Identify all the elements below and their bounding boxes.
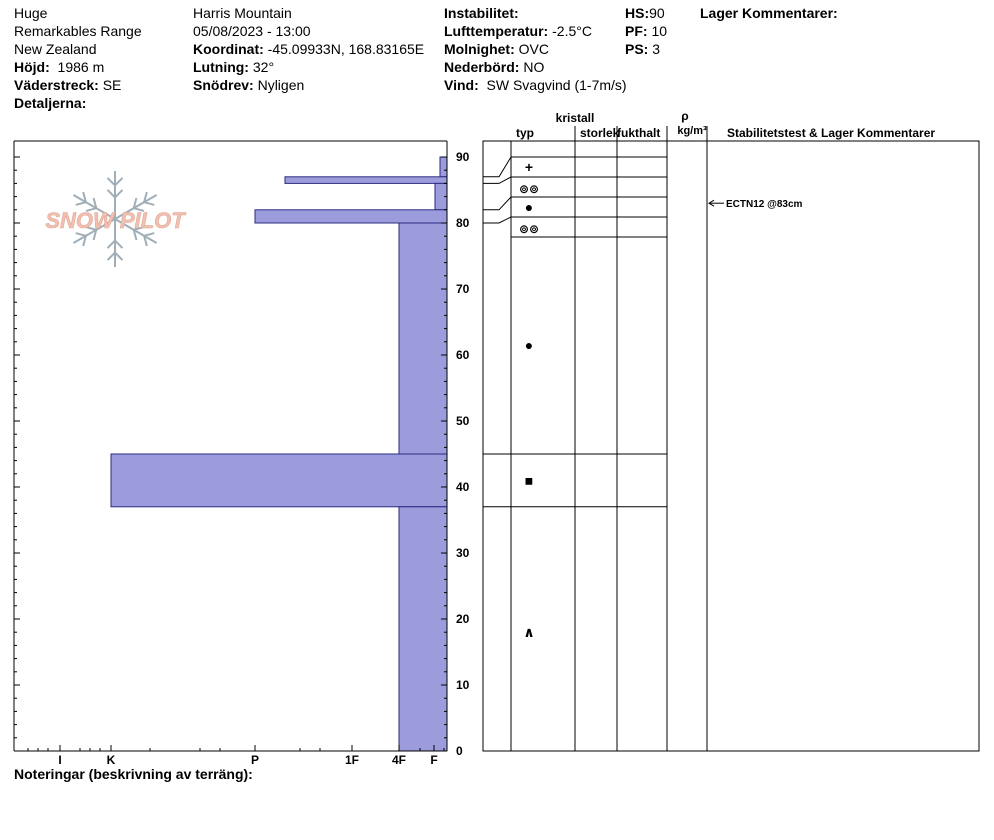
grain-symbol-4: ⊚⊚ — [518, 222, 540, 236]
header-typ: typ — [516, 126, 534, 140]
ski-penetration: PS: 3 — [625, 41, 661, 57]
grain-table — [483, 126, 979, 751]
y-tick-label: 80 — [456, 216, 470, 230]
snowflake-branch — [144, 233, 154, 236]
grain-symbol-6: ■ — [524, 472, 534, 489]
header-density-unit: kg/m³ — [677, 125, 707, 137]
stability-test-label-1: ECTN12 @83cm — [726, 199, 803, 211]
y-tick-label: 50 — [456, 414, 470, 428]
layer-connector-4 — [483, 217, 511, 223]
hardness-bar-7 — [399, 507, 447, 751]
logo-text: SNOW PILOT — [45, 208, 185, 233]
hardness-bars — [111, 157, 447, 751]
x-tick-label: 4F — [391, 753, 407, 767]
header-rho: ρ — [681, 109, 689, 123]
x-axis — [28, 745, 444, 767]
hardness-bar-2 — [285, 177, 447, 184]
grain-symbol-1: + — [524, 159, 534, 175]
header-stability: Stabilitetstest & Lager Kommentarer — [727, 126, 936, 140]
x-tick-label: K — [106, 753, 116, 767]
header-kristall: kristall — [555, 111, 595, 125]
y-tick-label: 90 — [456, 150, 470, 164]
y-tick-label: 60 — [456, 348, 470, 362]
grain-symbol-2: ⊚⊚ — [518, 182, 540, 196]
hardness-bar-1 — [440, 157, 447, 177]
layer-connector-1 — [483, 157, 511, 177]
grain-symbol-3: ● — [524, 199, 534, 215]
coordinates: Koordinat: -45.09933N, 168.83165E — [193, 41, 425, 57]
y-tick-label: 20 — [456, 612, 470, 626]
snowflake-branch — [76, 202, 86, 205]
x-tick-label: P — [250, 753, 260, 767]
wind: Vind: SW Svagvind (1-7m/s) — [444, 77, 627, 93]
snowflake-branch — [144, 202, 154, 205]
instability: Instabilitet: — [444, 5, 519, 21]
hardness-bar-6 — [111, 454, 447, 507]
snowflake-branch — [115, 178, 122, 185]
hardness-bar-4 — [255, 210, 447, 223]
layer-comments-label: Lager Kommentarer: — [700, 5, 838, 21]
header-fukthalt: fukthalt — [617, 126, 661, 140]
precipitation: Nederbörd: NO — [444, 59, 545, 75]
stability-tests — [709, 199, 803, 210]
location: Harris Mountain — [193, 5, 292, 21]
aspect: Väderstreck: SE — [14, 77, 122, 93]
layer-connector-2 — [483, 177, 511, 183]
snowflake-branch — [108, 178, 115, 185]
datetime: 05/08/2023 - 13:00 — [193, 23, 311, 39]
mountain-range: Remarkables Range — [14, 23, 142, 39]
details: Detaljerna: — [14, 95, 87, 111]
y-tick-label: 40 — [456, 480, 470, 494]
snowflake-branch — [115, 253, 122, 260]
y-tick-label: 30 — [456, 546, 470, 560]
snowflake-branch — [108, 190, 115, 197]
header-storlek: storlek — [580, 126, 620, 140]
slope: Lutning: 32° — [193, 59, 275, 75]
country: New Zealand — [14, 41, 97, 57]
terrain-notes-label: Noteringar (beskrivning av terräng): — [14, 766, 253, 782]
y-tick-label: 70 — [456, 282, 470, 296]
grain-symbol-7: ∧ — [523, 624, 535, 641]
snowflake-branch — [115, 241, 122, 248]
snowflake-branch — [108, 253, 115, 260]
foot-penetration: PF: 10 — [625, 23, 668, 39]
snow-drift: Snödrev: Nyligen — [193, 77, 305, 93]
layer-connector-3 — [483, 197, 511, 210]
snowflake-branch — [115, 190, 122, 197]
table-frame — [483, 141, 979, 751]
y-tick-label: 0 — [456, 744, 463, 758]
air-temperature: Lufttemperatur: -2.5°C — [444, 23, 592, 39]
grain-symbol-5: ● — [524, 337, 534, 354]
column-headers — [516, 109, 935, 140]
snow-height: HS:90 — [625, 5, 665, 21]
hardness-bar-5 — [399, 223, 447, 454]
sky-cover: Molnighet: OVC — [444, 41, 549, 57]
elevation: Höjd: 1986 m — [14, 59, 105, 75]
y-tick-label: 10 — [456, 678, 470, 692]
snowflake-branch — [108, 241, 115, 248]
x-tick-label: I — [58, 753, 62, 767]
x-tick-label: F — [430, 753, 438, 767]
x-tick-label: 1F — [344, 753, 360, 767]
snowpilot-logo — [45, 171, 186, 267]
profile-name: Huge — [14, 5, 48, 21]
snowflake-branch — [76, 233, 86, 236]
